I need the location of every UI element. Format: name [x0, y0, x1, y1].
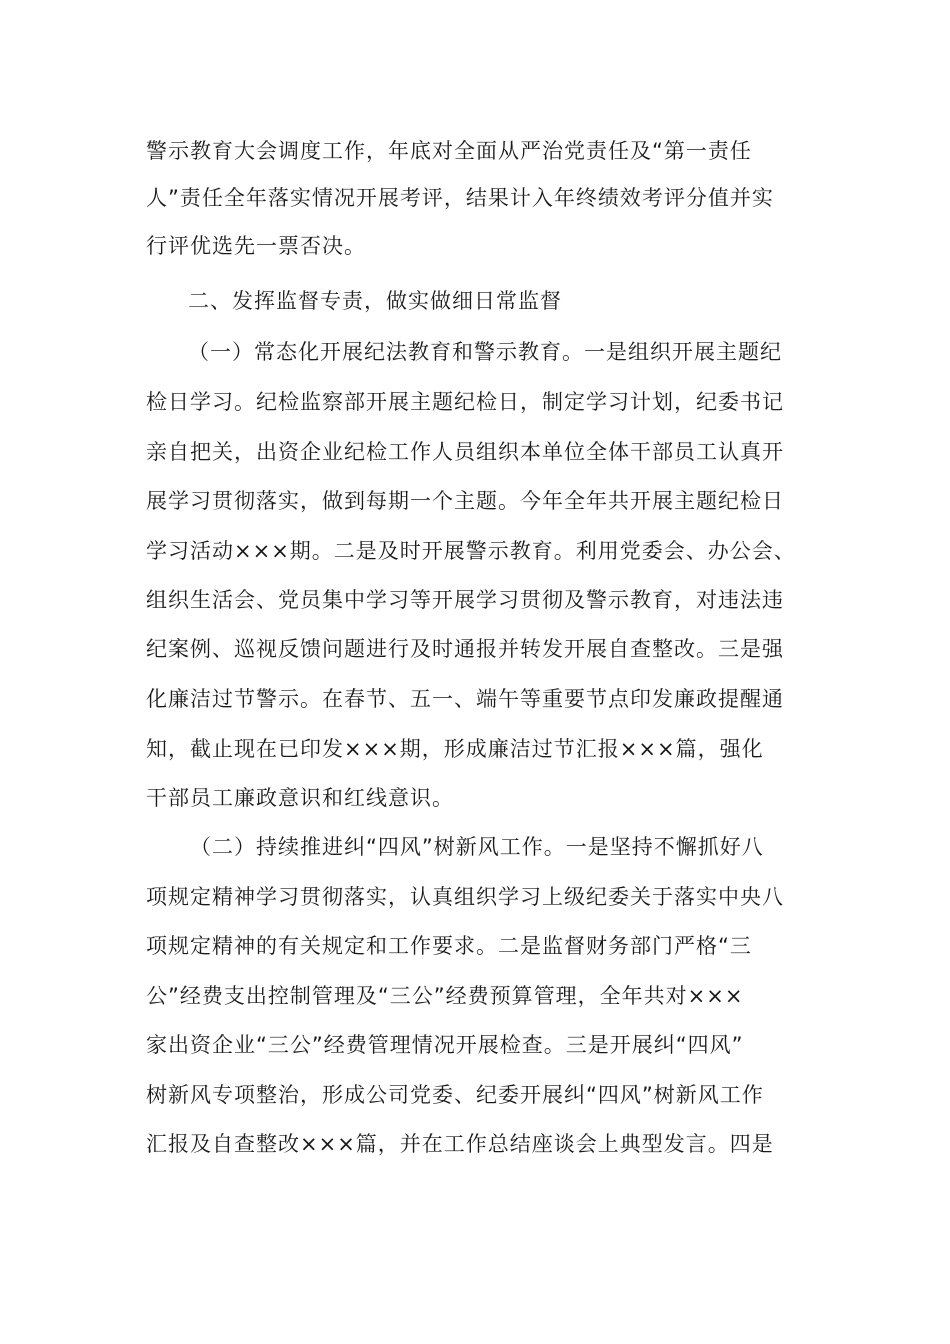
paragraph-line: 树新风专项整治，形成公司党委、纪委开展纠“四风”树新风工作: [146, 1083, 764, 1107]
paragraph-line: （二）持续推进纠“四风”树新风工作。一是坚持不懈抓好八: [190, 835, 764, 859]
paragraph-line: 警示教育大会调度工作，年底对全面从严治党责任及“第一责任: [146, 139, 752, 163]
paragraph-line: 亲自把关，出资企业纪检工作人员组织本单位全体干部员工认真开: [146, 440, 784, 464]
paragraph-line: 展学习贯彻落实，做到每期一个主题。今年全年共开展主题纪检日: [146, 489, 784, 513]
paragraph-line: 家出资企业“三公”经费管理情况开展检查。三是开展纠“四风”: [146, 1033, 744, 1057]
paragraph-line: 学习活动×××期。二是及时开展警示教育。利用党委会、办公会、: [146, 539, 796, 563]
paragraph-line: 知，截止现在已印发×××期，形成廉洁过节汇报×××篇，强化: [146, 737, 764, 761]
paragraph-line: 干部员工廉政意识和红线意识。: [146, 786, 454, 810]
paragraph-line: 化廉洁过节警示。在春节、五一、端午等重要节点印发廉政提醒通: [146, 687, 784, 711]
paragraph-line: 组织生活会、党员集中学习等开展学习贯彻及警示教育，对违法违: [146, 588, 784, 612]
paragraph-line: 行评优选先一票否决。: [146, 234, 366, 258]
paragraph-line: 公”经费支出控制管理及“三公”经费预算管理，全年共对×××: [146, 984, 744, 1008]
paragraph-line: 检日学习。纪检监察部开展主题纪检日，制定学习计划，纪委书记: [146, 390, 784, 414]
paragraph-line: 人”责任全年落实情况开展考评，结果计入年终绩效考评分值并实: [146, 186, 774, 210]
paragraph-line: 项规定精神的有关规定和工作要求。二是监督财务部门严格“三: [146, 934, 752, 958]
paragraph-line: 汇报及自查整改×××篇，并在工作总结座谈会上典型发言。四是: [146, 1132, 774, 1156]
paragraph-line: （一）常态化开展纪法教育和警示教育。一是组织开展主题纪: [188, 340, 782, 364]
paragraph-line: 纪案例、巡视反馈问题进行及时通报并转发开展自查整改。三是强: [146, 637, 784, 661]
section-heading: 二、发挥监督专责，做实做细日常监督: [188, 289, 562, 313]
paragraph-line: 项规定精神学习贯彻落实，认真组织学习上级纪委关于落实中央八: [146, 885, 784, 909]
